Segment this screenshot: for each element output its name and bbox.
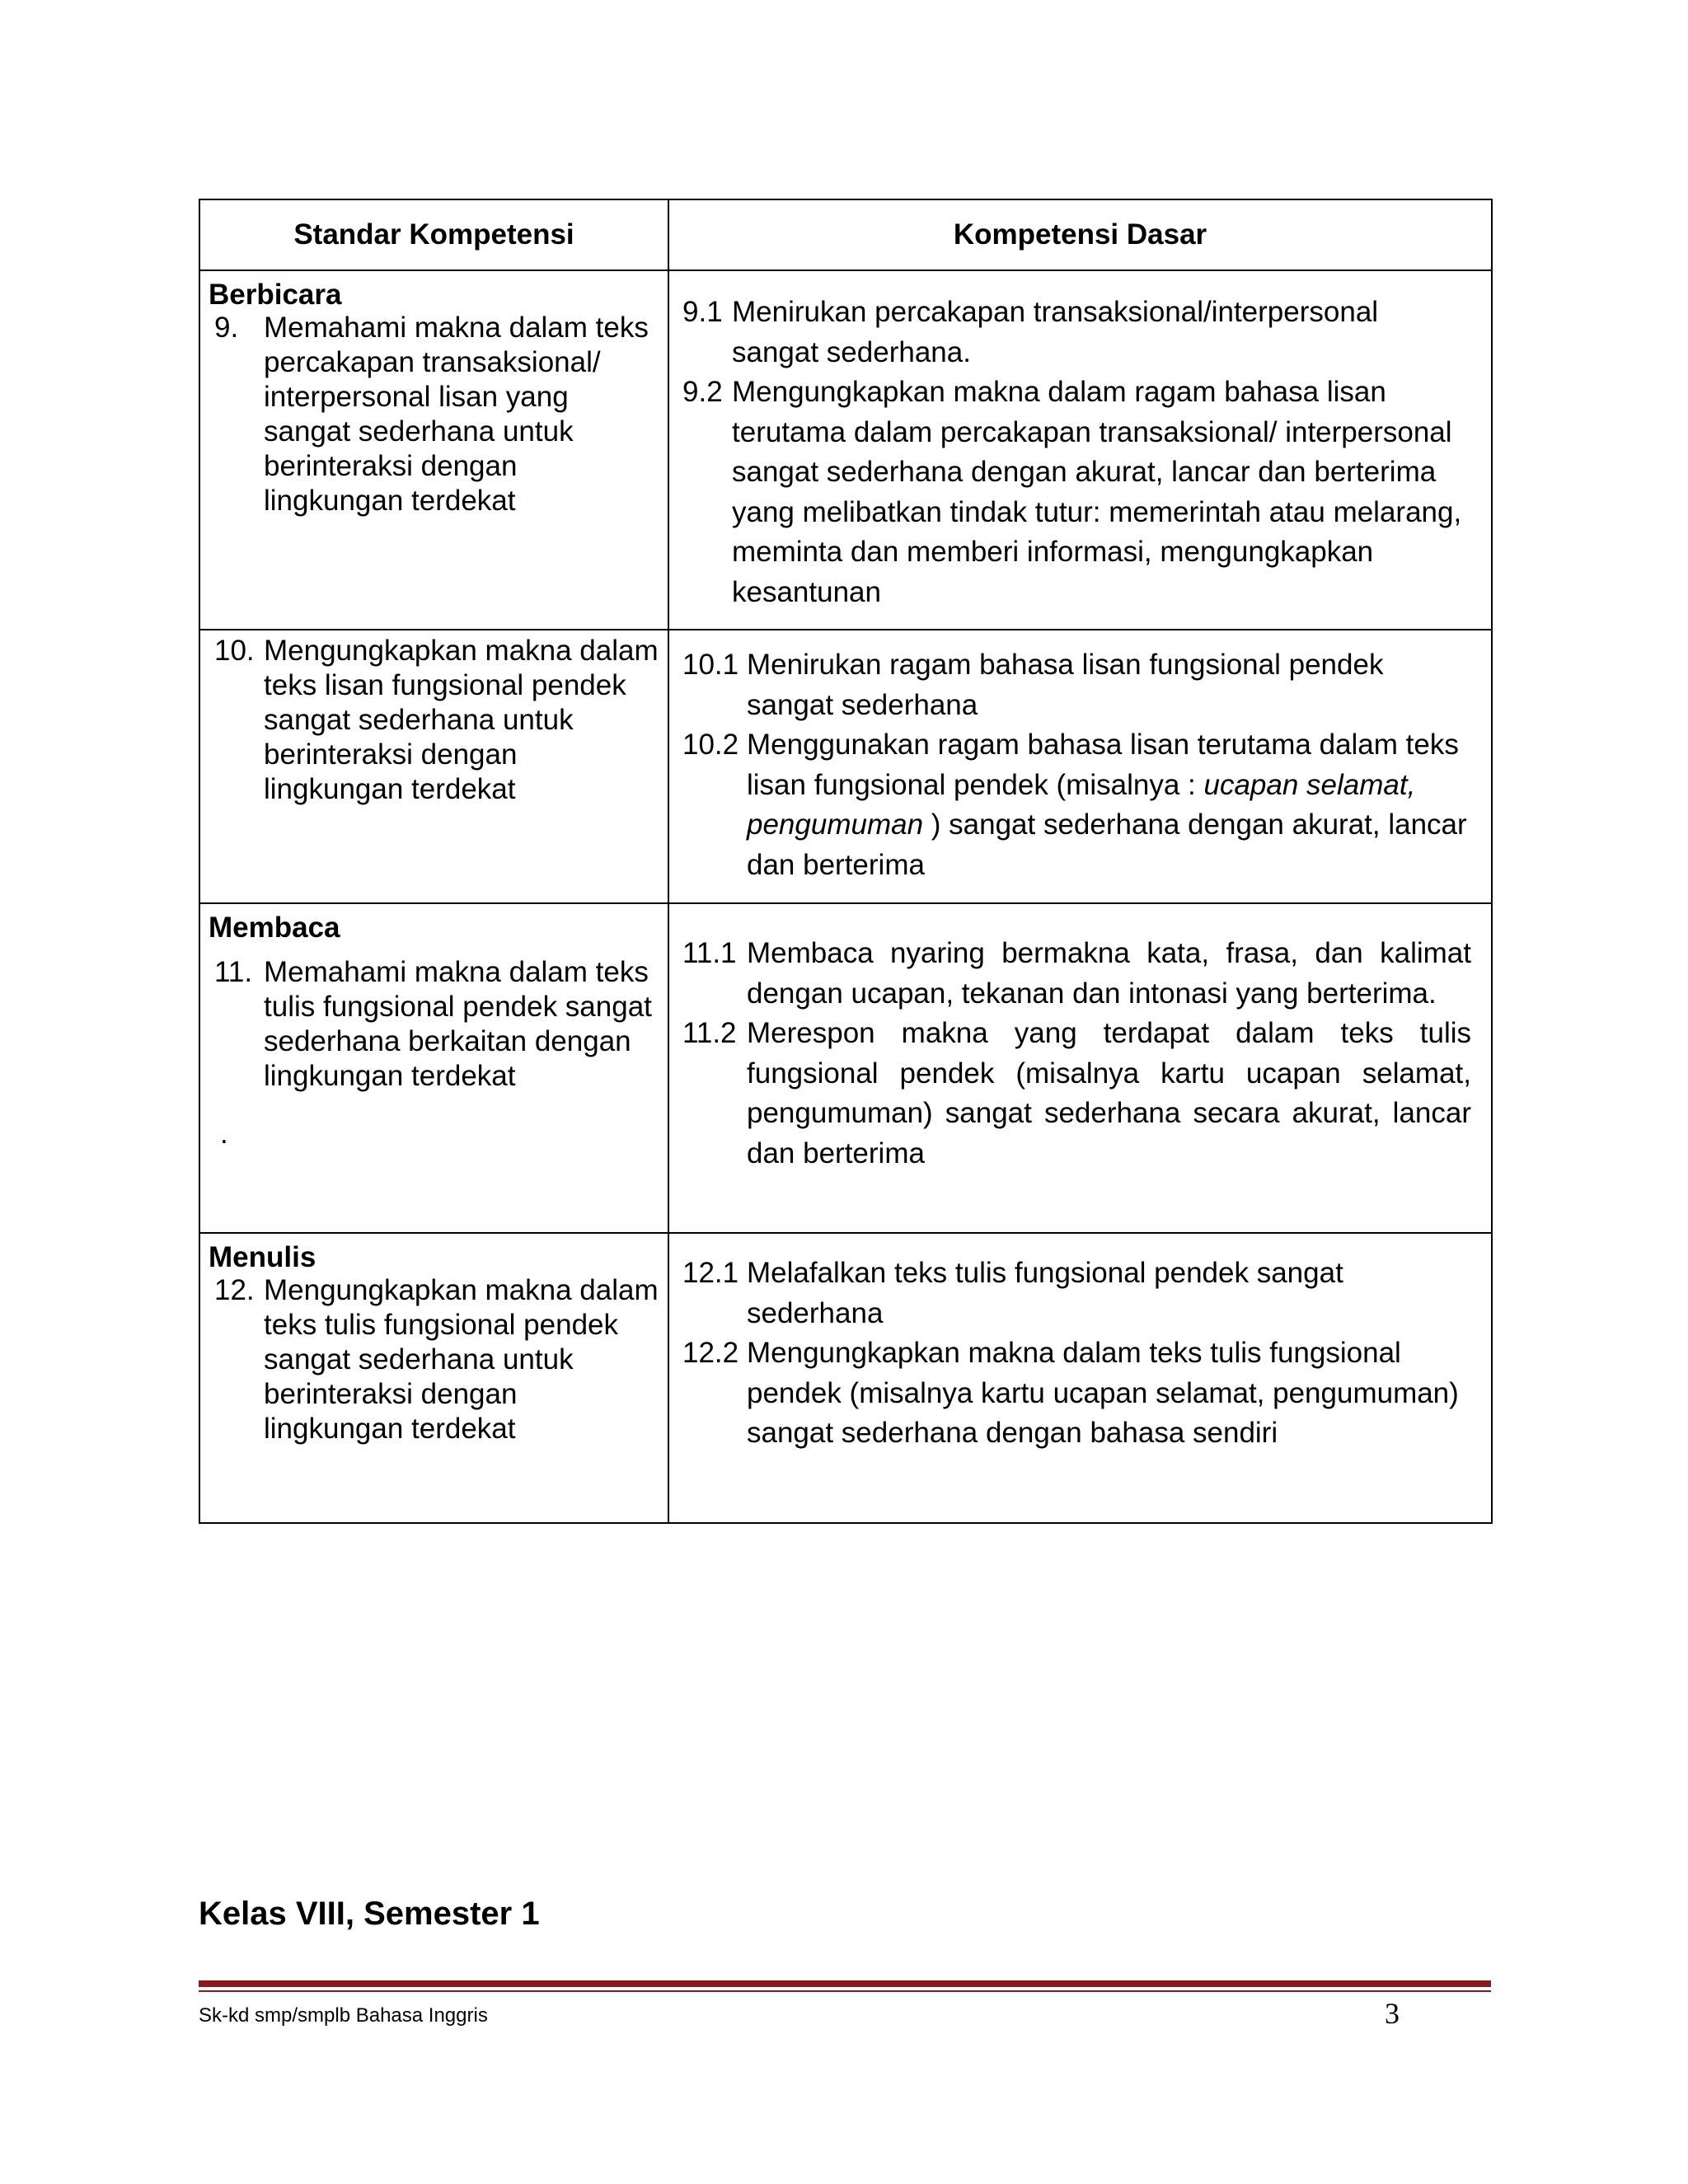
kd-text: Mengungkapkan makna dalam teks tulis fungsional pendek (misalnya kartu ucapan selamat, pengumuman) sangat sederhana dengan bahasa sendiri [747,1337,1459,1449]
kd-item [682,725,1471,885]
kd-number: 12.1 [682,1257,739,1289]
kd-number: 11.2 [682,1017,737,1049]
header-kompetensi-dasar: Kompetensi Dasar [668,199,1492,270]
kd-number: 12.2 [682,1337,739,1369]
kd-number: 10.1 [682,649,739,681]
kd-number: 9.2 [682,376,723,408]
sk-item [209,1273,659,1446]
table-row [199,1233,1492,1523]
sk-cell [199,270,668,630]
kd-cell [668,270,1492,630]
table-row [199,270,1492,630]
sk-number: 11. [214,956,253,988]
kd-cell [668,630,1492,903]
section-heading: Membaca [209,912,340,944]
kd-number: 9.1 [682,296,723,328]
sk-text: Mengungkapkan makna dalam teks tulis fungsional pendek sangat sederhana untuk berinteraksi dengan lingkungan terdekat [264,1274,659,1445]
header-standar-kompetensi: Standar Kompetensi [199,199,668,270]
kd-text-part: ) sangat sederhana dengan akurat, lancar dan berterima [747,808,1467,881]
kd-cell [668,1233,1492,1523]
kd-item [682,934,1471,1014]
sk-item [209,955,659,1094]
table-row [199,630,1492,903]
sk-cell [199,903,668,1233]
kd-text-part: Menggunakan ragam bahasa lisan terutama dalam teks lisan fungsional pendek (misalnya : [747,729,1459,801]
kd-text-italic: ucapan selamat, pengumuman [747,768,1416,841]
kd-text: Mengungkapkan makna dalam ragam bahasa lisan terutama dalam percakapan transaksional/ interpersonal sangat sederhana dengan akurat, lancar dan berterima yang melibatkan tindak tutur: memerintah atau melarang, meminta dan memberi informasi, mengungkapkan kesantunan [732,376,1462,608]
kd-text: Merespon makna yang terdapat dalam teks tulis fungsional pendek (misalnya kartu ucapan selamat, pengumuman) sangat sederhana secara akurat, lancar dan berterima [747,1017,1471,1169]
kd-item [682,373,1471,612]
sk-number: 9. [214,312,239,344]
kd-item [682,1014,1471,1174]
section-heading: Menulis [209,1241,316,1273]
stray-dot: . [220,1118,228,1150]
kd-item [682,293,1471,373]
footer-document-title: Sk-kd smp/smplb Bahasa Inggris [199,2004,488,2027]
competency-table [199,199,1493,1524]
section-heading: Berbicara [209,279,342,311]
kd-text: Menirukan percakapan transaksional/interpersonal sangat sederhana. [732,296,1379,368]
sk-number: 10. [214,635,255,667]
sk-text: Memahami makna dalam teks tulis fungsional pendek sangat sederhana berkaitan dengan lingkungan terdekat [264,956,652,1092]
sk-text: Memahami makna dalam teks percakapan transaksional/ interpersonal lisan yang sangat sederhana untuk berinteraksi dengan lingkungan terdekat [264,312,649,517]
kd-text: Menirukan ragam bahasa lisan fungsional pendek sangat sederhana [747,649,1384,721]
sk-cell [199,630,668,903]
sk-cell [199,1233,668,1523]
page-number: 3 [1385,1997,1400,2030]
sk-text: Mengungkapkan makna dalam teks lisan fungsional pendek sangat sederhana untuk berinteraksi dengan lingkungan terdekat [264,635,659,805]
footer-rule-thick [199,1980,1491,1987]
kd-text [747,725,1471,885]
table-header-row [199,199,1492,270]
next-section-heading: Kelas VIII, Semester 1 [199,1896,540,1932]
sk-item [209,634,659,807]
kd-number: 11.1 [682,937,737,969]
sk-item [209,311,659,518]
footer-rule-thin [199,1990,1491,1992]
kd-item [682,645,1471,725]
kd-text: Melafalkan teks tulis fungsional pendek sangat sederhana [747,1257,1343,1329]
sk-number: 12. [214,1274,255,1306]
kd-text: Membaca nyaring bermakna kata, frasa, dan kalimat dengan ucapan, tekanan dan intonasi yang berterima. [747,937,1471,1010]
table-row [199,903,1492,1233]
kd-number: 10.2 [682,729,739,761]
kd-cell [668,903,1492,1233]
kd-item [682,1254,1471,1333]
kd-item [682,1333,1471,1454]
